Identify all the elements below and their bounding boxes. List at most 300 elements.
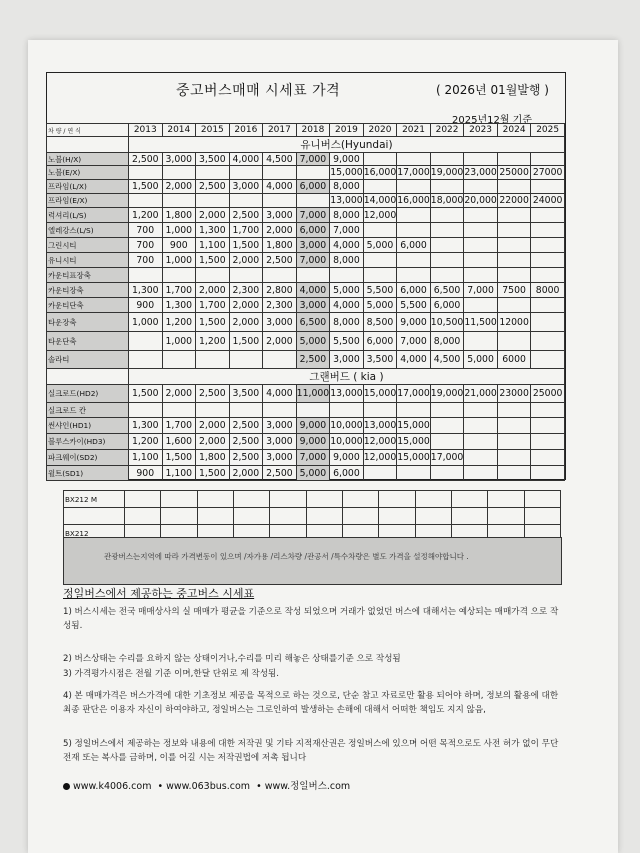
year-header: 2019: [330, 124, 364, 137]
price-cell: 2,000: [162, 385, 196, 403]
model-name: 프라임(L/X): [47, 180, 129, 194]
price-cell: 8,000: [430, 332, 464, 351]
price-cell: [363, 466, 397, 481]
price-cell: 7,000: [330, 223, 364, 238]
price-cell: 13,000: [330, 385, 364, 403]
year-header: 2013: [129, 124, 163, 137]
year-header: 2014: [162, 124, 196, 137]
price-cell: 1,200: [129, 434, 163, 450]
price-cell: 1,600: [162, 434, 196, 450]
price-cell: 17,000: [397, 385, 431, 403]
price-cell: 6000: [497, 351, 531, 369]
price-cell: [162, 194, 196, 208]
price-cell: [531, 332, 565, 351]
table-row: [47, 298, 565, 313]
section-title: 그랜버드 ( kia ): [129, 369, 565, 385]
price-cell: [196, 268, 230, 283]
price-cell: [296, 166, 330, 180]
price-cell: 3,000: [330, 351, 364, 369]
price-cell: [229, 166, 263, 180]
price-cell: 14,000: [363, 195, 397, 206]
price-cell: 6,000: [296, 223, 330, 238]
price-cell: [531, 268, 565, 283]
price-cell: 1,700: [196, 298, 230, 313]
price-cell: 5,500: [397, 298, 431, 313]
price-cell: [263, 351, 297, 369]
price-cell: [497, 418, 531, 434]
price-cell: [531, 253, 565, 268]
price-cell: 1,500: [229, 332, 263, 351]
table-row: [47, 450, 565, 466]
table-row: [47, 434, 565, 450]
model-name: 썬샤인(HD1): [47, 418, 129, 434]
price-cell: [197, 508, 233, 525]
price-cell: 7,000: [296, 208, 330, 223]
price-cell: 3,000: [263, 450, 297, 466]
price-cell: 15,000: [397, 434, 431, 450]
year-header: 2015: [196, 124, 230, 137]
price-cell: 2,300: [229, 283, 263, 298]
price-cell: [129, 166, 163, 180]
price-cell: 1,500: [162, 450, 196, 466]
model-name: 솔라티: [47, 351, 129, 369]
price-cell: 700: [129, 238, 163, 253]
price-cell: 12,000: [363, 434, 397, 450]
price-cell: 5,500: [330, 332, 364, 351]
price-cell: [430, 238, 464, 253]
price-cell: 4,000: [296, 283, 330, 298]
price-cell: 5,000: [330, 283, 364, 298]
price-cell: 1,200: [162, 313, 196, 332]
price-cell: [531, 180, 565, 194]
table-row: [64, 491, 561, 508]
price-cell: 10,500: [430, 313, 464, 332]
price-cell: 1,100: [129, 450, 163, 466]
price-cell: 5,000: [363, 238, 397, 253]
price-cell: 1,000: [162, 223, 196, 238]
price-cell: 23,000: [464, 167, 497, 178]
price-cell: [430, 466, 464, 481]
price-cell: 6,000: [330, 466, 364, 481]
table-row: [47, 283, 565, 298]
price-cell: 1,800: [196, 450, 230, 466]
price-cell: 9,000: [330, 450, 364, 466]
price-cell: 25000: [531, 385, 565, 403]
price-cell: [129, 268, 163, 283]
info-heading: 정일버스에서 제공하는 중고버스 시세표: [63, 587, 255, 600]
price-cell: [129, 351, 163, 369]
price-cell: [464, 223, 498, 238]
model-name: 노블(H/X): [47, 153, 129, 166]
price-cell: [497, 238, 531, 253]
price-cell: [464, 466, 498, 481]
model-name: 타운단축: [47, 332, 129, 351]
price-cell: [415, 491, 451, 508]
price-cell: 12,000: [363, 209, 397, 221]
price-cell: 19,000: [430, 385, 464, 403]
year-header: 2024: [497, 124, 531, 137]
price-cell: 1,500: [196, 253, 230, 268]
price-cell: 3,000: [263, 434, 297, 450]
price-cell: [129, 403, 163, 418]
price-cell: 4,500: [263, 153, 297, 166]
price-cell: [497, 434, 531, 450]
price-cell: [531, 238, 565, 253]
model-name-blank: [64, 508, 125, 525]
year-header: 2017: [263, 124, 297, 137]
price-cell: 3,000: [263, 208, 297, 223]
table-row: [47, 332, 565, 351]
model-name: 파크웨이(SD2): [47, 450, 129, 466]
price-cell: 1,000: [129, 313, 163, 332]
price-cell: 2,500: [229, 418, 263, 434]
price-cell: 1,300: [129, 283, 163, 298]
corner-header: 차 량 / 연 식: [47, 124, 129, 137]
price-cell: 6,000: [397, 283, 431, 298]
price-cell: 2,500: [229, 450, 263, 466]
price-cell: [306, 491, 342, 508]
price-cell: 6,500: [296, 313, 330, 332]
table-row: [47, 223, 565, 238]
price-cell: [531, 298, 565, 313]
price-cell: 10,000: [330, 418, 364, 434]
price-cell: [229, 403, 263, 418]
price-cell: 6,000: [397, 238, 431, 253]
price-cell: [229, 194, 263, 208]
price-cell: [196, 351, 230, 369]
price-cell: 2,000: [196, 418, 230, 434]
model-name: 윌트(SD1): [47, 466, 129, 481]
price-cell: 2,500: [229, 434, 263, 450]
price-cell: 3,000: [263, 313, 297, 332]
price-cell: [497, 268, 531, 283]
price-cell: 2,500: [196, 180, 230, 194]
price-cell: 22000: [499, 195, 529, 206]
price-cell: 7,000: [296, 253, 330, 268]
price-cell: [415, 508, 451, 525]
price-cell: 7,000: [296, 153, 330, 166]
price-cell: 15,000: [363, 385, 397, 403]
price-cell: 10,000: [330, 434, 364, 450]
price-cell: [531, 208, 565, 223]
price-cell: [197, 491, 233, 508]
model-name: 유니시티: [47, 253, 129, 268]
price-cell: 1,700: [162, 283, 196, 298]
price-cell: 15,000: [330, 167, 363, 178]
price-cell: [497, 450, 531, 466]
price-cell: 5,000: [363, 298, 397, 313]
price-cell: [497, 180, 531, 194]
price-cell: 7,000: [296, 450, 330, 466]
year-header: 2016: [229, 124, 263, 137]
price-cell: 2,000: [263, 332, 297, 351]
price-cell: [464, 403, 498, 418]
model-name: 카운티단축: [47, 298, 129, 313]
price-cell: 2,500: [129, 153, 163, 166]
price-cell: [263, 403, 297, 418]
price-cell: 12000: [497, 313, 531, 332]
price-cell: 7500: [497, 283, 531, 298]
price-cell: [464, 418, 498, 434]
price-cell: 1,500: [196, 466, 230, 481]
info-item-3: 3) 가격평가시점은 전월 기준 이며,한달 단위로 제 작성됨.: [63, 669, 280, 679]
price-cell: 1,200: [129, 208, 163, 223]
table-row: [47, 466, 565, 481]
price-cell: 2,000: [196, 434, 230, 450]
price-cell: 12,000: [363, 450, 397, 466]
price-cell: [270, 491, 306, 508]
price-cell: [342, 491, 378, 508]
website-link[interactable]: www.k4006.com: [73, 781, 152, 792]
price-cell: 1,700: [229, 223, 263, 238]
price-cell: [161, 491, 197, 508]
price-cell: [430, 180, 464, 194]
price-cell: [296, 268, 330, 283]
info-item-5: 5) 정일버스에서 제공하는 정보와 내용에 대한 저작권 및 기타 지적재산권은 정일버스에 있으며 어떤 목적으로도 사전 허가 없이 무단전재 또는 복사를 금하며, 이를 어길 시는 저작권법에 저촉 됩니다: [63, 739, 559, 763]
info-item-4: 4) 본 매매가격은 버스가격에 대한 기초정보 제공을 목적으로 하는 것으로, 단순 참고 자료로만 활용 되어야 하며, 정보의 활용에 대한 최종 판단은 이용자 자신이 하여야하고, 정일버스는 그로인하여 발생하는 손해에 대해서 어떠한 책임도 지지 않음,: [63, 691, 559, 715]
price-cell: 7,000: [397, 332, 431, 351]
price-cell: 1,800: [162, 208, 196, 223]
price-cell: 8,000: [330, 208, 364, 223]
price-cell: [296, 403, 330, 418]
section-header-row: [47, 137, 565, 153]
price-cell: [379, 491, 415, 508]
price-cell: 15,000: [397, 450, 431, 466]
price-cell: [296, 194, 330, 208]
table-row: [47, 166, 565, 180]
price-cell: [430, 223, 464, 238]
price-cell: 2,500: [263, 253, 297, 268]
price-cell: [488, 508, 524, 525]
price-cell: 2,000: [263, 223, 297, 238]
price-cell: 8,000: [330, 180, 364, 194]
price-cell: [464, 450, 498, 466]
price-cell: 4,000: [330, 238, 364, 253]
price-cell: 27000: [532, 167, 563, 178]
issue-date: ( 2026년 01월발행 ): [436, 83, 549, 97]
model-name: 카운티장축: [47, 283, 129, 298]
price-cell: 25000: [499, 167, 529, 178]
price-cell: 17,000: [430, 450, 464, 466]
price-cell: 2,500: [296, 351, 330, 369]
table-row: [64, 508, 561, 525]
price-cell: [430, 253, 464, 268]
table-row: [47, 268, 565, 283]
table-row: [47, 153, 565, 166]
price-cell: 2,000: [162, 180, 196, 194]
model-name: 타운장축: [47, 313, 129, 332]
price-cell: 19,000: [430, 167, 464, 178]
base-date: 2025년12월 기준: [452, 115, 532, 126]
price-table: [46, 123, 565, 481]
price-cell: [451, 508, 487, 525]
notice-text: 관광버스는지역에 따라 가격변동이 있으며 /자가용 /리스차량 /관공서 /특수차량은 별도 가격을 설정해야합니다 .: [104, 552, 469, 561]
price-cell: [430, 268, 464, 283]
price-cell: [524, 491, 560, 508]
price-cell: 8000: [531, 283, 565, 298]
price-cell: 3,000: [229, 180, 263, 194]
price-cell: [129, 194, 163, 208]
price-cell: 16,000: [397, 195, 430, 206]
price-cell: 2,000: [229, 298, 263, 313]
price-cell: [531, 466, 565, 481]
website-link[interactable]: www.정일버스.com: [264, 781, 351, 792]
price-cell: 15,000: [397, 418, 431, 434]
table-row: [47, 194, 565, 208]
price-cell: [397, 208, 431, 223]
price-cell: 2,500: [196, 385, 230, 403]
bullet-icon: [63, 783, 70, 790]
price-cell: 2,300: [263, 298, 297, 313]
price-cell: 3,000: [263, 418, 297, 434]
price-cell: [363, 403, 397, 418]
price-cell: 6,500: [430, 283, 464, 298]
table-row: [47, 238, 565, 253]
price-cell: [531, 418, 565, 434]
price-cell: [464, 238, 498, 253]
price-cell: 1,300: [196, 223, 230, 238]
price-cell: 9,000: [296, 434, 330, 450]
price-cell: 1,700: [162, 418, 196, 434]
table-row: [47, 253, 565, 268]
price-cell: 3,000: [162, 153, 196, 166]
price-cell: 2,000: [229, 313, 263, 332]
price-cell: [497, 153, 531, 166]
price-cell: [162, 166, 196, 180]
price-cell: [531, 450, 565, 466]
section-blank: [47, 369, 129, 385]
price-cell: [464, 434, 498, 450]
price-cell: [497, 253, 531, 268]
price-cell: 9,000: [296, 418, 330, 434]
price-cell: 900: [129, 466, 163, 481]
price-cell: 2,000: [196, 208, 230, 223]
price-cell: [233, 491, 269, 508]
model-name: 엘레강스(L/S): [47, 223, 129, 238]
price-cell: [430, 434, 464, 450]
price-cell: [464, 298, 498, 313]
table-row: [47, 313, 565, 332]
price-cell: 2,500: [263, 466, 297, 481]
price-cell: [363, 153, 397, 166]
price-cell: 5,000: [296, 332, 330, 351]
price-cell: 4,000: [330, 298, 364, 313]
table-row: [47, 403, 565, 418]
price-cell: 2,800: [263, 283, 297, 298]
price-cell: [430, 208, 464, 223]
price-cell: [162, 351, 196, 369]
price-cell: [196, 403, 230, 418]
price-cell: 1,000: [162, 253, 196, 268]
price-cell: 4,500: [430, 351, 464, 369]
model-name: 그린시티: [47, 238, 129, 253]
price-cell: [464, 253, 498, 268]
website-link[interactable]: www.063bus.com: [166, 781, 251, 792]
price-cell: [464, 332, 498, 351]
price-cell: [129, 332, 163, 351]
price-cell: 5,500: [363, 283, 397, 298]
table-row: [47, 418, 565, 434]
price-cell: 1,200: [196, 332, 230, 351]
price-cell: [464, 208, 498, 223]
price-cell: [397, 466, 431, 481]
model-name: BX212: [64, 525, 125, 542]
price-cell: 6,000: [430, 298, 464, 313]
price-cell: 8,000: [330, 253, 364, 268]
price-cell: 5,000: [464, 351, 498, 369]
table-row: [47, 351, 565, 369]
price-cell: 1,500: [129, 385, 163, 403]
section-blank: [47, 137, 129, 153]
price-cell: 1,300: [162, 298, 196, 313]
price-cell: [397, 268, 431, 283]
price-cell: [497, 208, 531, 223]
price-cell: 21,000: [464, 385, 498, 403]
price-cell: 2,000: [229, 253, 263, 268]
price-cell: 2,000: [196, 283, 230, 298]
price-cell: 4,000: [397, 351, 431, 369]
price-cell: 11,500: [464, 313, 498, 332]
price-cell: 7,000: [464, 283, 498, 298]
model-name: 블루스카이(HD3): [47, 434, 129, 450]
price-cell: [464, 153, 498, 166]
price-cell: 1,800: [263, 238, 297, 253]
price-cell: [161, 508, 197, 525]
price-cell: 3,000: [296, 298, 330, 313]
price-cell: 3,500: [196, 153, 230, 166]
price-cell: 6,000: [363, 332, 397, 351]
price-cell: 18,000: [430, 195, 464, 206]
price-cell: [306, 508, 342, 525]
price-cell: 3,500: [363, 351, 397, 369]
price-cell: [330, 268, 364, 283]
price-cell: [531, 351, 565, 369]
price-cell: 17,000: [397, 167, 430, 178]
price-cell: [270, 508, 306, 525]
table-row: [47, 208, 565, 223]
year-header: 2018: [296, 124, 330, 137]
section-title: 유니버스(Hyundai): [129, 137, 565, 153]
price-cell: [497, 466, 531, 481]
price-cell: [263, 194, 297, 208]
price-cell: 16,000: [363, 167, 397, 178]
price-cell: 1,500: [129, 180, 163, 194]
price-cell: [397, 403, 431, 418]
price-cell: 23000: [497, 385, 531, 403]
price-cell: 20,000: [464, 195, 497, 206]
price-cell: [397, 223, 431, 238]
price-cell: [531, 313, 565, 332]
price-cell: 1,500: [229, 238, 263, 253]
price-cell: [397, 153, 431, 166]
price-cell: [229, 268, 263, 283]
price-cell: 13,000: [363, 418, 397, 434]
price-cell: [229, 351, 263, 369]
price-cell: [263, 268, 297, 283]
model-name: 카운티표장축: [47, 268, 129, 283]
price-cell: 8,500: [363, 313, 397, 332]
price-cell: [464, 180, 498, 194]
price-cell: [464, 268, 498, 283]
model-name: 프라임(E/X): [47, 194, 129, 208]
price-cell: [531, 153, 565, 166]
price-cell: [125, 491, 161, 508]
price-cell: 1,300: [129, 418, 163, 434]
price-cell: [263, 166, 297, 180]
price-cell: 700: [129, 253, 163, 268]
price-cell: 5,000: [296, 466, 330, 481]
price-cell: [162, 268, 196, 283]
